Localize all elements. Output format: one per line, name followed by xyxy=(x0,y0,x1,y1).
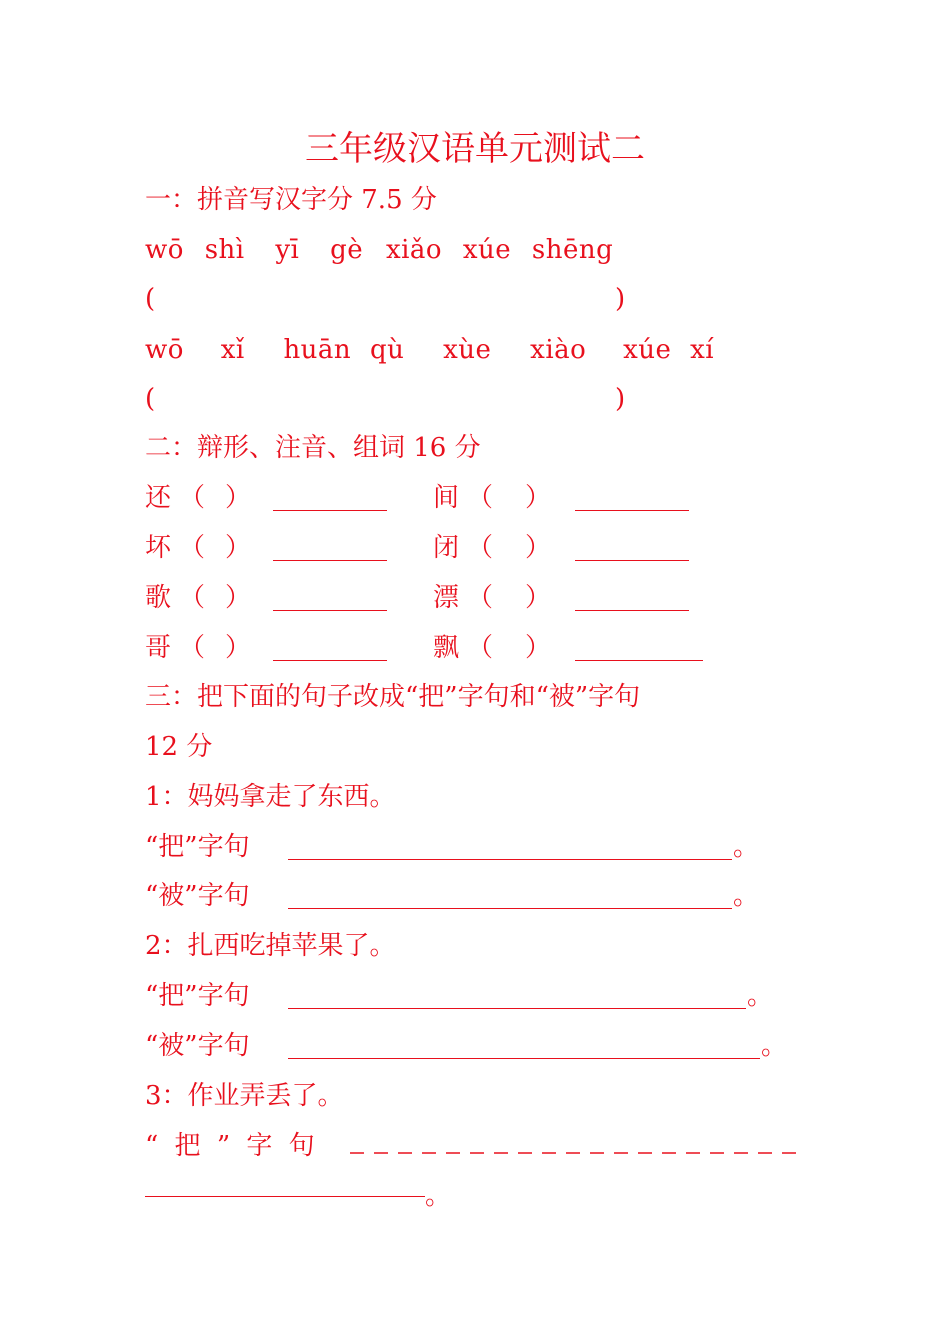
char-row: 间 （ ） xyxy=(433,483,552,513)
pinyin-syllable: shēng xyxy=(531,235,614,265)
pinyin-answer-open-2: ( xyxy=(145,384,156,414)
pinyin-syllable: xiào xyxy=(530,335,587,365)
section2-heading: 二：辩形、注音、组词 16 分 xyxy=(145,433,481,463)
char-row: 还 （ ） xyxy=(145,483,252,513)
page-title: 三年级汉语单元测试二 xyxy=(305,129,645,169)
pinyin-syllable: xí xyxy=(690,335,715,365)
pinyin-row-1 xyxy=(145,230,613,270)
pinyin-syllable: wō xyxy=(145,335,184,365)
period: 。 xyxy=(761,1031,788,1061)
character: 漂 xyxy=(433,583,460,613)
answer-blank[interactable] xyxy=(288,1058,760,1059)
section1-heading: 一：拼音写汉字分 7.5 分 xyxy=(145,185,437,215)
pinyin-syllable: wō xyxy=(145,235,184,265)
pinyin-syllable: xiǎo xyxy=(385,235,443,265)
pinyin-syllable: gè xyxy=(330,235,364,265)
section3-heading: 三：把下面的句子改成“把”字句和“被”字句 xyxy=(145,682,641,712)
answer-blank[interactable] xyxy=(288,859,732,860)
pinyin-syllable: xùe xyxy=(443,335,492,365)
character: 还 xyxy=(145,483,172,513)
section3-heading-score: 12 分 xyxy=(145,732,213,762)
pinyin-answer-close-2: ) xyxy=(615,384,626,414)
answer-blank[interactable] xyxy=(273,610,387,611)
pinyin-syllable: yī xyxy=(275,235,300,265)
answer-blank[interactable] xyxy=(288,908,732,909)
sentence-1: 1：妈妈拿走了东西。 xyxy=(145,782,396,812)
answer-blank[interactable] xyxy=(273,660,387,661)
character: 闭 xyxy=(433,533,460,563)
period: 。 xyxy=(733,881,760,911)
answer-blank[interactable] xyxy=(273,560,387,561)
answer-blank[interactable] xyxy=(575,660,703,661)
answer-blank[interactable] xyxy=(145,1196,425,1197)
char-row: 漂 （ ） xyxy=(433,583,552,613)
ba-label: “把”字句 xyxy=(145,832,250,862)
char-row: 坏 （ ） xyxy=(145,533,252,563)
character: 歌 xyxy=(145,583,172,613)
char-row: 闭 （ ） xyxy=(433,533,552,563)
answer-blank[interactable] xyxy=(575,560,689,561)
pinyin-syllable: qù xyxy=(369,335,405,365)
character: 坏 xyxy=(145,533,172,563)
character: 飘 xyxy=(433,633,460,663)
bei-label: “被”字句 xyxy=(145,881,250,911)
char-row: 飘 （ ） xyxy=(433,633,552,663)
character: 间 xyxy=(433,483,460,513)
dashed-answer-line[interactable] xyxy=(350,1150,808,1156)
char-row: 哥 （ ） xyxy=(145,633,252,663)
answer-blank[interactable] xyxy=(288,1008,746,1009)
ba-label: “把”字句 xyxy=(145,981,250,1011)
answer-blank[interactable] xyxy=(273,510,387,511)
pinyin-row-2 xyxy=(145,330,714,370)
char-row: 歌 （ ） xyxy=(145,583,252,613)
pinyin-answer-open-1: ( xyxy=(145,284,156,314)
pinyin-syllable: shì xyxy=(204,235,245,265)
pinyin-syllable: xúe xyxy=(623,335,672,365)
ba-label: “ 把 ” 字 句 xyxy=(145,1131,315,1161)
sentence-2: 2：扎西吃掉苹果了。 xyxy=(145,931,396,961)
period: 。 xyxy=(425,1181,452,1211)
sentence-3: 3：作业弄丢了。 xyxy=(145,1081,344,1111)
character: 哥 xyxy=(145,633,172,663)
answer-blank[interactable] xyxy=(575,610,689,611)
period: 。 xyxy=(733,832,760,862)
period: 。 xyxy=(747,981,774,1011)
pinyin-syllable: huān xyxy=(283,335,352,365)
answer-blank[interactable] xyxy=(575,510,689,511)
pinyin-answer-close-1: ) xyxy=(615,284,626,314)
pinyin-syllable: xúe xyxy=(462,235,512,265)
bei-label: “被”字句 xyxy=(145,1031,250,1061)
pinyin-syllable: xǐ xyxy=(220,335,245,365)
